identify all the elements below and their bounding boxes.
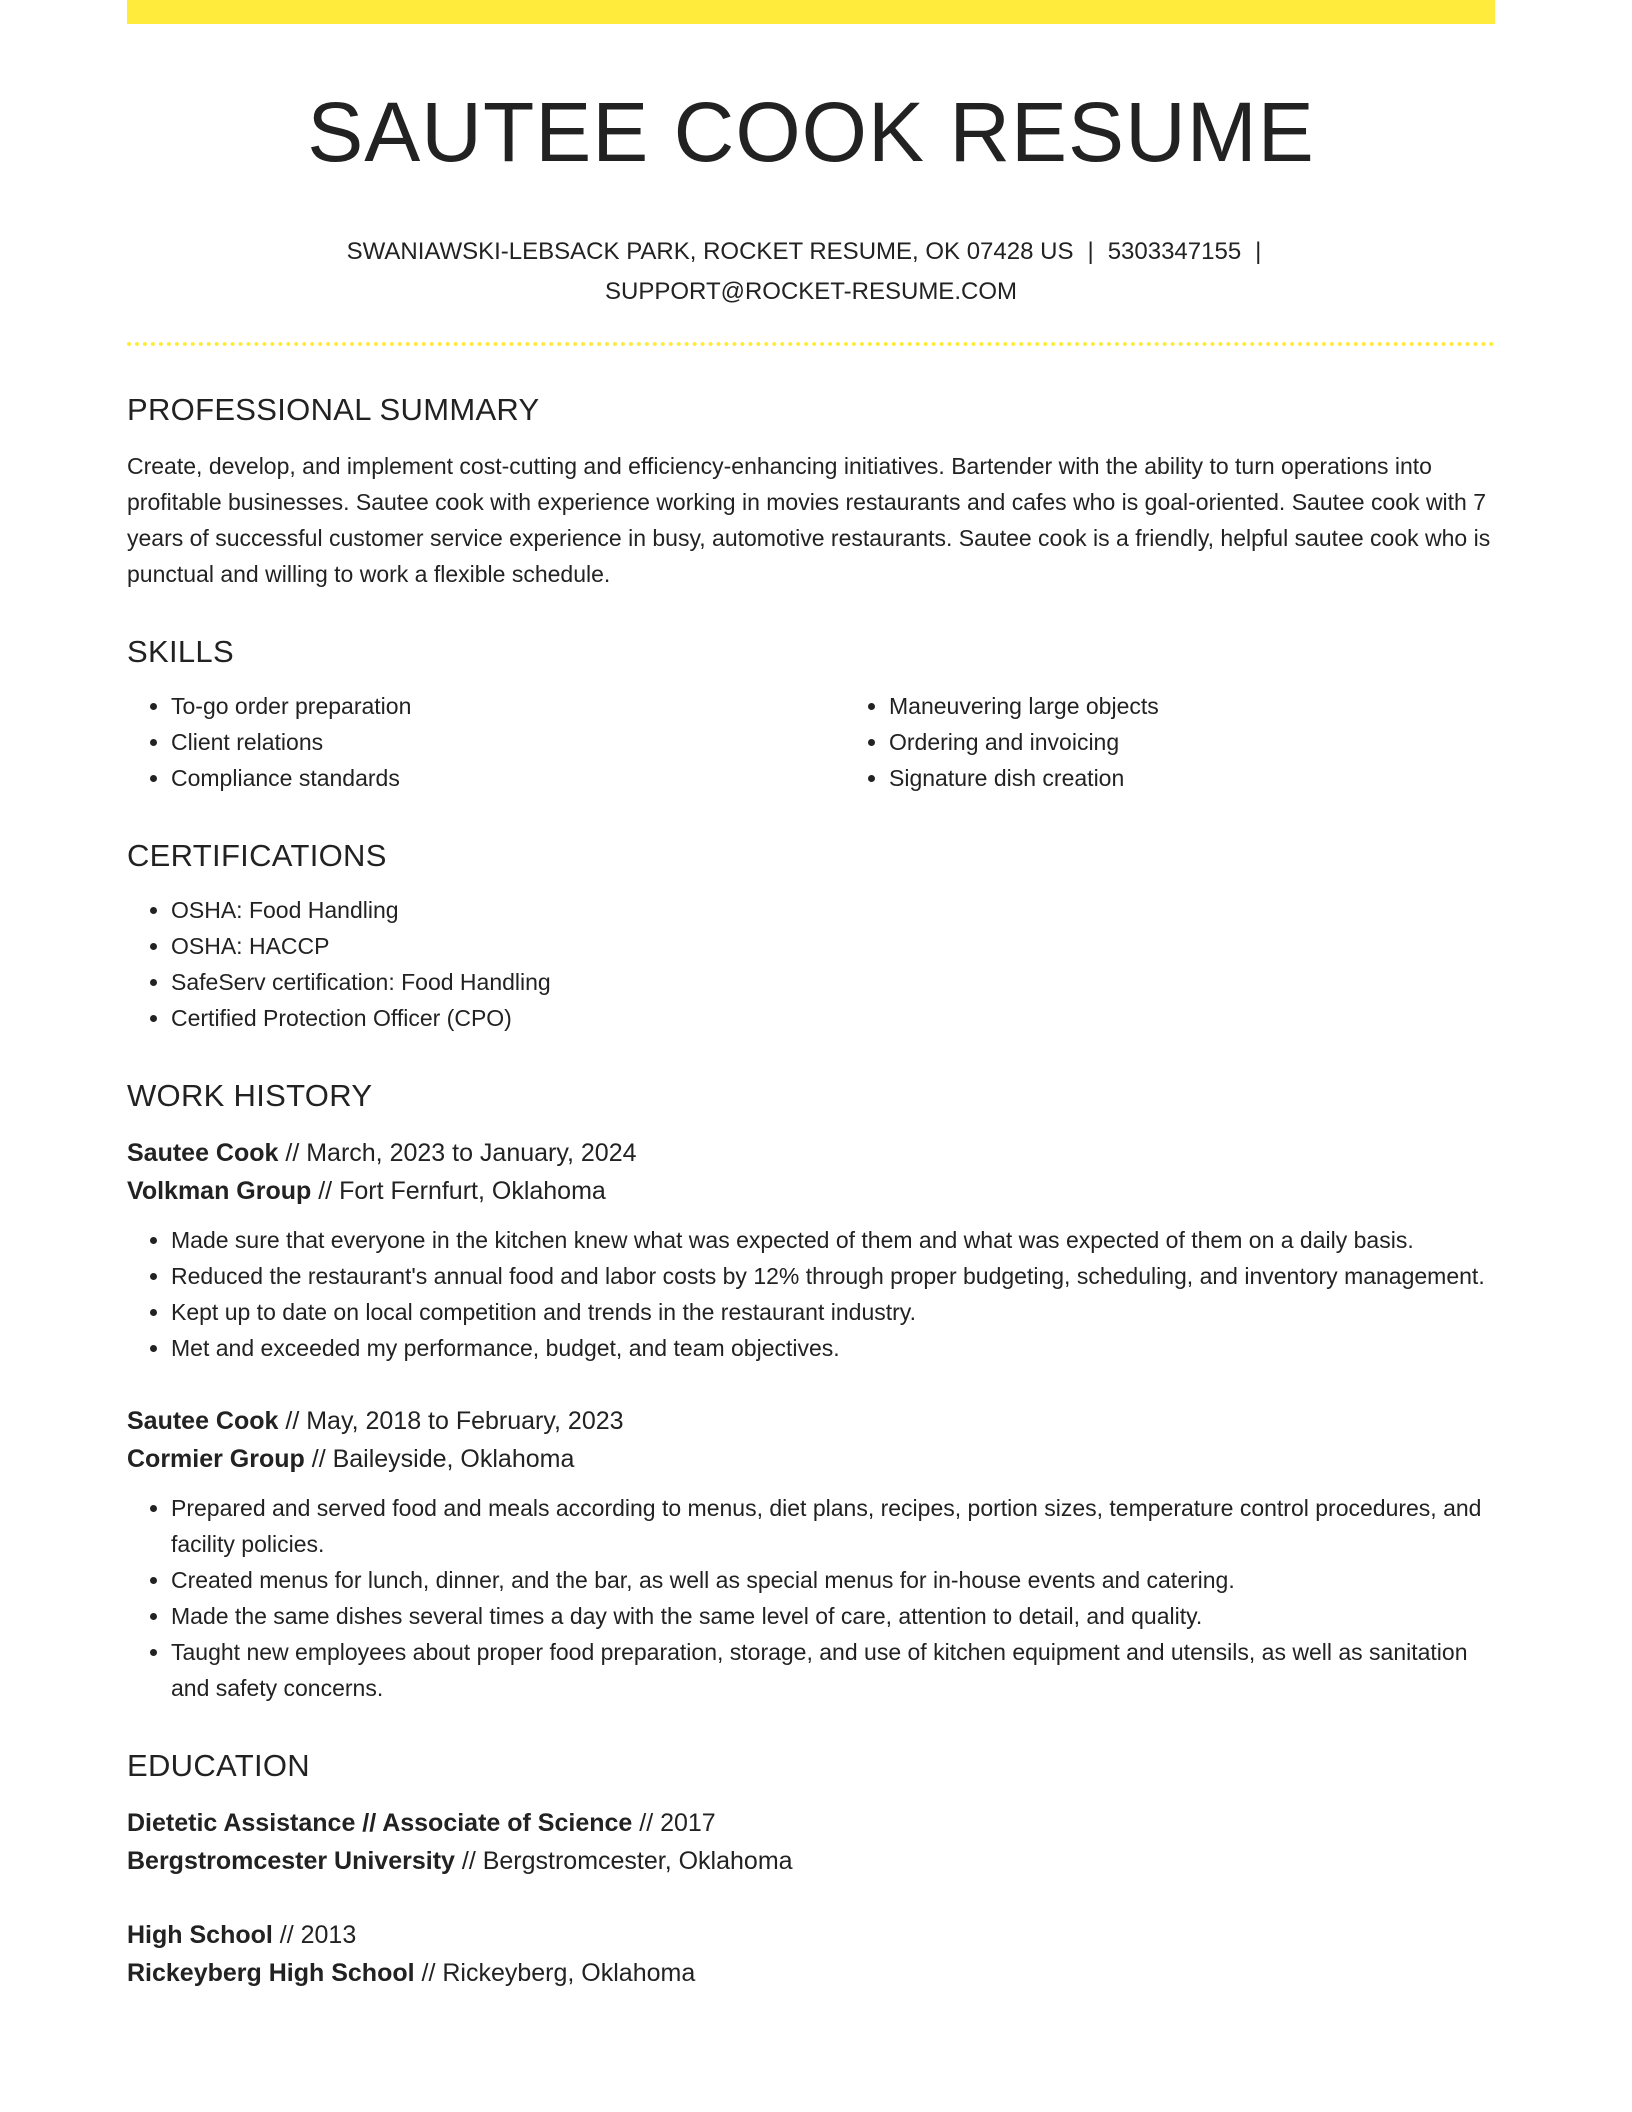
job-company: Volkman Group xyxy=(127,1177,312,1206)
work-history-heading: WORK HISTORY xyxy=(127,1078,373,1114)
resume-title: SAUTEE COOK RESUME xyxy=(307,85,1315,179)
phone: 5303347155 xyxy=(1107,238,1242,266)
job-title-line xyxy=(127,1402,1495,1440)
job-bullet: • Reduced the restaurant's annual food and labor costs by 12% through proper budgeting, scheduling, and inventory management. xyxy=(171,1258,1495,1294)
certification-item: • SafeServ certification: Food Handling xyxy=(171,964,1495,1000)
job-title: Sautee Cook xyxy=(127,1407,279,1436)
accent-bar xyxy=(127,0,1495,24)
skills-column-right xyxy=(845,688,1563,796)
school-location: // Bergstromcester, Oklahoma xyxy=(454,1847,793,1876)
degree: High School xyxy=(127,1921,273,1950)
contact-info xyxy=(127,232,1495,312)
job-company-line xyxy=(127,1440,1495,1478)
certification-item: • OSHA: Food Handling xyxy=(171,892,1495,928)
job-bullet: • Made the same dishes several times a day with the same level of care, attention to detail, and quality. xyxy=(171,1598,1495,1634)
education-heading: EDUCATION xyxy=(127,1748,310,1784)
graduation-year: // 2017 xyxy=(632,1809,716,1838)
resume-page xyxy=(127,0,1495,1992)
separator: | xyxy=(1255,238,1262,266)
skill-item: • Client relations xyxy=(171,724,845,760)
certification-item: • OSHA: HACCP xyxy=(171,928,1495,964)
job-company: Cormier Group xyxy=(127,1445,305,1474)
summary-text: Create, develop, and implement cost-cutting and efficiency-enhancing initiatives. Bartender with the ability to turn operations into profitable businesses. Sautee cook with experience working in movies restaurants and cafes who is goal-oriented. Sautee cook with 7 years of successful customer service experience in busy, automotive restaurants. Sautee cook is a friendly, helpful sautee cook who is punctual and willing to work a flexible schedule. xyxy=(127,453,1491,588)
school: Rickeyberg High School xyxy=(127,1959,415,1988)
job-entry xyxy=(127,1402,1495,1706)
school-location: // Rickeyberg, Oklahoma xyxy=(414,1959,696,1988)
school: Bergstromcester University xyxy=(127,1847,455,1876)
skill-item: • Ordering and invoicing xyxy=(889,724,1563,760)
dotted-divider xyxy=(127,342,1495,346)
skill-item: • Compliance standards xyxy=(171,760,845,796)
job-bullet: • Created menus for lunch, dinner, and the bar, as well as special menus for in-house events and catering. xyxy=(171,1562,1495,1598)
job-bullet: • Made sure that everyone in the kitchen knew what was expected of them and what was expected of them on a daily basis. xyxy=(171,1222,1495,1258)
graduation-year: // 2013 xyxy=(272,1921,357,1950)
skills-heading: SKILLS xyxy=(127,634,234,670)
certifications-list xyxy=(127,892,1495,1036)
job-dates: // May, 2018 to February, 2023 xyxy=(278,1407,624,1436)
job-location: // Fort Fernfurt, Oklahoma xyxy=(311,1177,606,1206)
email: SUPPORT@ROCKET-RESUME.COM xyxy=(605,278,1017,306)
job-bullet: • Taught new employees about proper food preparation, storage, and use of kitchen equipment and utensils, as well as sanitation and safety concerns. xyxy=(171,1634,1495,1706)
job-entry xyxy=(127,1134,1495,1366)
school-line xyxy=(127,1954,1495,1992)
address: SWANIAWSKI-LEBSACK PARK, ROCKET RESUME, OK 07428 US xyxy=(346,238,1074,266)
degree: Dietetic Assistance // Associate of Science xyxy=(127,1809,633,1838)
education-entry xyxy=(127,1804,1495,1880)
school-line xyxy=(127,1842,1495,1880)
education-entry xyxy=(127,1916,1495,1992)
skill-item: • Signature dish creation xyxy=(889,760,1563,796)
summary-heading: PROFESSIONAL SUMMARY xyxy=(127,392,540,428)
skill-item: • Maneuvering large objects xyxy=(889,688,1563,724)
job-bullets xyxy=(127,1490,1495,1706)
job-bullet: • Kept up to date on local competition and trends in the restaurant industry. xyxy=(171,1294,1495,1330)
degree-line xyxy=(127,1916,1495,1954)
job-bullet: • Prepared and served food and meals according to menus, diet plans, recipes, portion sizes, temperature control procedures, and facility policies. xyxy=(171,1490,1495,1562)
skill-item: • To-go order preparation xyxy=(171,688,845,724)
job-bullet: • Met and exceeded my performance, budget, and team objectives. xyxy=(171,1330,1495,1366)
job-dates: // March, 2023 to January, 2024 xyxy=(278,1139,637,1168)
degree-line xyxy=(127,1804,1495,1842)
job-title: Sautee Cook xyxy=(127,1139,279,1168)
skills-column-left xyxy=(127,688,845,796)
job-title-line xyxy=(127,1134,1495,1172)
skills-list xyxy=(127,688,1495,796)
certification-item: • Certified Protection Officer (CPO) xyxy=(171,1000,1495,1036)
certifications-heading: CERTIFICATIONS xyxy=(127,838,387,874)
job-company-line xyxy=(127,1172,1495,1210)
job-bullets xyxy=(127,1222,1495,1366)
separator: | xyxy=(1087,238,1094,266)
job-location: // Baileyside, Oklahoma xyxy=(304,1445,575,1474)
